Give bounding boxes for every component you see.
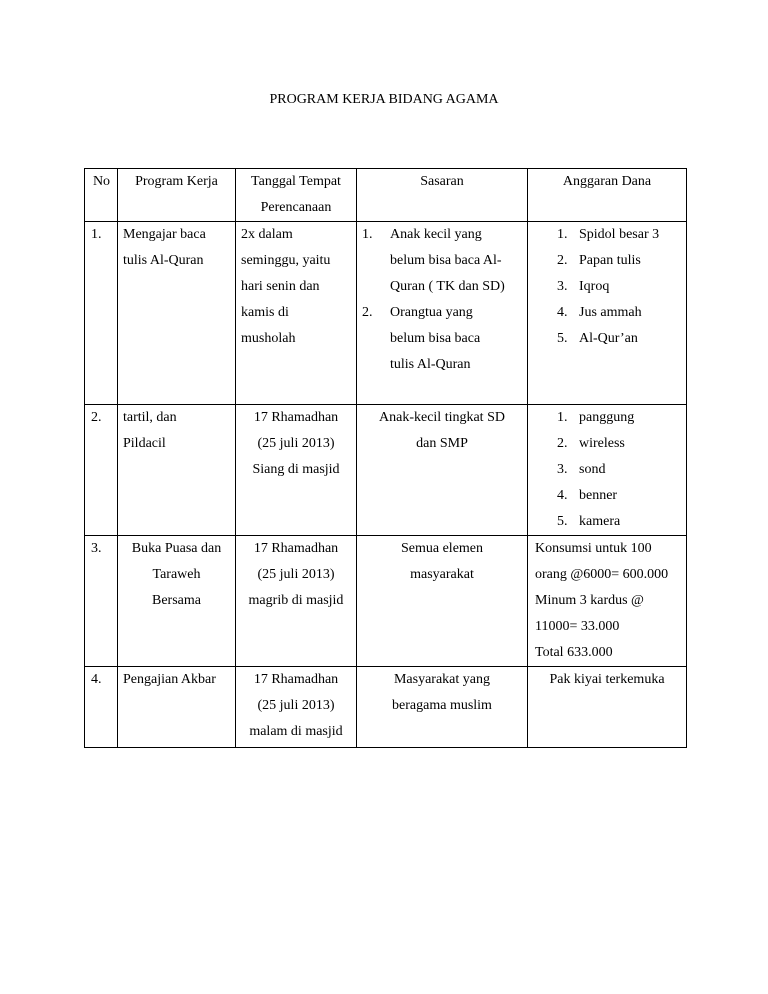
cell-line: seminggu, yaitu — [241, 253, 331, 268]
cell-no: 3. — [85, 536, 118, 667]
table-row — [85, 667, 687, 748]
cell-line: tulis Al-Quran — [390, 357, 471, 372]
list-item — [533, 274, 681, 300]
list-text: benner — [579, 488, 618, 503]
cell-sasaran — [357, 536, 528, 667]
cell-line: Orangtua yang — [390, 305, 473, 320]
cell-program — [118, 405, 236, 536]
table-header-row — [85, 169, 687, 222]
list-item — [533, 300, 681, 326]
cell-line: Mengajar baca — [123, 227, 206, 242]
document-title: PROGRAM KERJA BIDANG AGAMA — [269, 92, 499, 107]
list-number: 5. — [557, 331, 568, 346]
list-item — [533, 509, 681, 535]
list-item — [533, 326, 681, 352]
cell-line: Bersama — [152, 593, 201, 608]
list-item — [533, 248, 681, 274]
cell-program — [118, 536, 236, 667]
cell-tanggal — [236, 405, 357, 536]
cell-line: magrib di masjid — [248, 593, 344, 608]
cell-line: Masyarakat yang — [393, 672, 491, 687]
table-row — [85, 405, 687, 536]
list-text: Al-Qur’an — [579, 331, 638, 346]
table-row — [85, 536, 687, 667]
list-number: 2. — [557, 436, 568, 451]
cell-line: orang @6000= 600.000 — [535, 567, 669, 582]
list-number: 2. — [362, 305, 373, 320]
cell-line: malam di masjid — [249, 724, 343, 739]
cell-tanggal — [236, 536, 357, 667]
cell-anggaran — [528, 405, 687, 536]
header-tanggal-line: Perencanaan — [260, 200, 332, 215]
list-item — [533, 222, 681, 248]
list-number: 5. — [557, 514, 568, 529]
cell-line: Konsumsi untuk 100 — [535, 541, 652, 556]
header-anggaran: Anggaran Dana — [528, 169, 687, 222]
cell-line: dan SMP — [416, 436, 468, 451]
cell-anggaran — [528, 667, 687, 748]
cell-line: belum bisa baca — [390, 331, 481, 346]
header-tanggal-line: Tanggal Tempat — [251, 174, 341, 189]
cell-program — [118, 667, 236, 748]
cell-line: (25 juli 2013) — [257, 436, 335, 451]
cell-anggaran — [528, 222, 687, 405]
list-number: 1. — [557, 410, 568, 425]
program-table — [84, 168, 687, 748]
cell-program — [118, 222, 236, 405]
list-number: 3. — [557, 279, 568, 294]
list-text: panggung — [579, 410, 635, 425]
list-text: sond — [579, 462, 606, 477]
list-number: 1. — [362, 227, 373, 242]
cell-line: masyarakat — [410, 567, 474, 582]
list-text: Papan tulis — [579, 253, 641, 268]
list-text: Iqroq — [579, 279, 610, 294]
list-item — [533, 483, 681, 509]
cell-no: 1. — [85, 222, 118, 405]
list-text: Jus ammah — [579, 305, 642, 320]
cell-no: 4. — [85, 667, 118, 748]
cell-line: 17 Rhamadhan — [253, 672, 339, 687]
list-item — [362, 300, 522, 378]
cell-line: Taraweh — [152, 567, 201, 582]
list-number: 3. — [557, 462, 568, 477]
list-text: wireless — [579, 436, 625, 451]
cell-anggaran — [528, 536, 687, 667]
cell-sasaran — [357, 222, 528, 405]
list-text: kamera — [579, 514, 621, 529]
cell-line: Pildacil — [123, 436, 166, 451]
cell-line: 17 Rhamadhan — [253, 410, 339, 425]
list-text: Spidol besar 3 — [579, 227, 660, 242]
cell-line: Anak kecil yang — [390, 227, 482, 242]
cell-line: musholah — [241, 331, 296, 346]
cell-line: Buka Puasa dan — [131, 541, 222, 556]
header-program: Program Kerja — [118, 169, 236, 222]
cell-line: Pak kiyai terkemuka — [549, 672, 665, 687]
cell-line: Semua elemen — [400, 541, 484, 556]
cell-line: Minum 3 kardus @ — [535, 593, 644, 608]
cell-tanggal — [236, 222, 357, 405]
header-no: No — [85, 169, 118, 222]
cell-line: 2x dalam — [241, 227, 293, 242]
list-number: 4. — [557, 488, 568, 503]
cell-line: tartil, dan — [123, 410, 177, 425]
cell-line: Pengajian Akbar — [123, 672, 216, 687]
cell-line: hari senin dan — [241, 279, 320, 294]
list-item — [533, 457, 681, 483]
list-number: 2. — [557, 253, 568, 268]
cell-line: Quran ( TK dan SD) — [390, 279, 505, 294]
cell-tanggal — [236, 667, 357, 748]
cell-line: 11000= 33.000 — [535, 619, 620, 634]
list-number: 1. — [557, 227, 568, 242]
header-tanggal — [236, 169, 357, 222]
cell-line: Siang di masjid — [252, 462, 340, 477]
cell-line: (25 juli 2013) — [257, 567, 335, 582]
cell-no: 2. — [85, 405, 118, 536]
cell-line: Anak-kecil tingkat SD — [379, 410, 505, 425]
header-sasaran: Sasaran — [357, 169, 528, 222]
cell-line: tulis Al-Quran — [123, 253, 204, 268]
cell-line: Total 633.000 — [535, 645, 613, 660]
cell-line: belum bisa baca Al- — [390, 253, 502, 268]
cell-sasaran — [357, 405, 528, 536]
list-number: 4. — [557, 305, 568, 320]
list-item — [362, 222, 522, 300]
cell-line: beragama muslim — [392, 698, 492, 713]
list-item — [533, 405, 681, 431]
cell-sasaran — [357, 667, 528, 748]
cell-line: (25 juli 2013) — [257, 698, 335, 713]
cell-line: 17 Rhamadhan — [253, 541, 339, 556]
list-item — [533, 431, 681, 457]
table-row — [85, 222, 687, 405]
cell-line: kamis di — [241, 305, 289, 320]
